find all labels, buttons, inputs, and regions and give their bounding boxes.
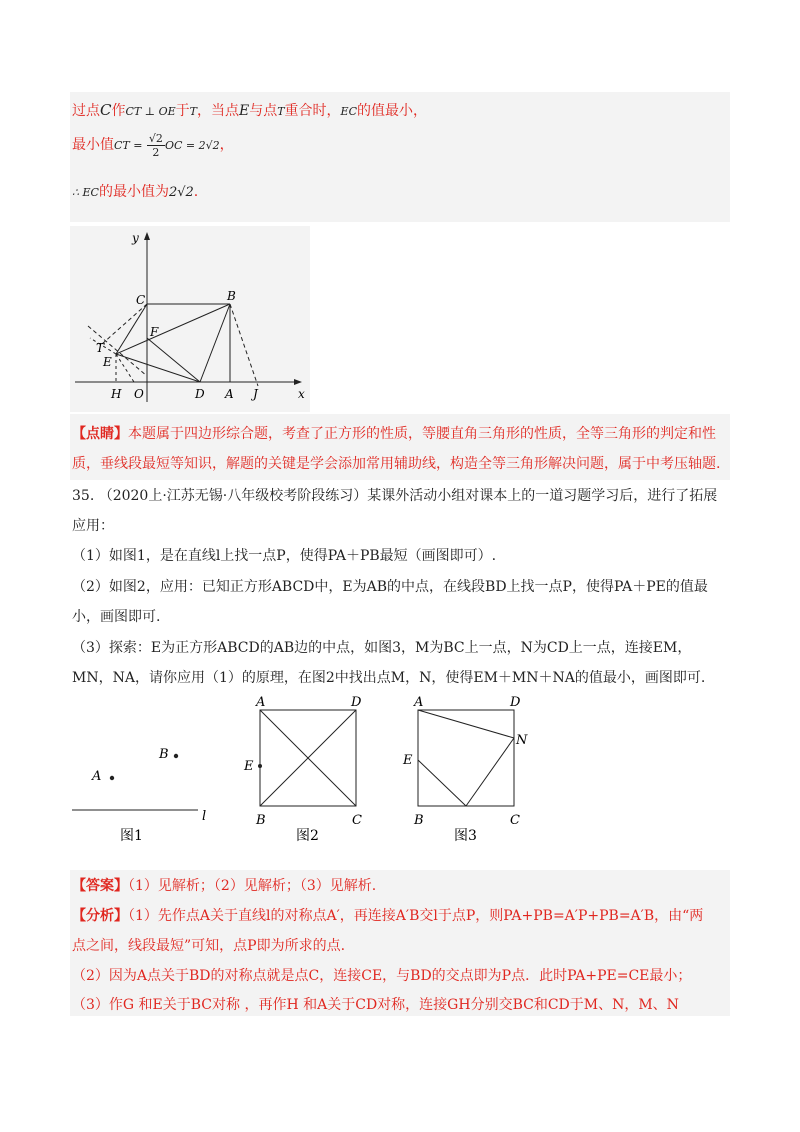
label-B: B xyxy=(227,289,236,303)
segment-NM xyxy=(466,738,514,806)
label-x: x xyxy=(298,387,305,401)
figure-3 xyxy=(402,695,528,844)
fig2-label-A: A xyxy=(256,695,266,710)
analysis-line-3: （2）因为A点关于BD的对称点就是点C，连接CE，与BD的交点即为P点．此时PA+PE=CE最小； xyxy=(72,968,692,984)
fig1-label-l: l xyxy=(202,809,207,824)
label-F: F xyxy=(150,325,159,339)
label-C: C xyxy=(136,293,146,307)
question-line-3: （1）如图1，是在直线l上找一点P，使得PA＋PB最短（画图即可）. xyxy=(72,548,497,564)
answer-tag: 【答案】 xyxy=(72,878,128,894)
solution-line-1: 过点C作CT ⊥ OE于T，当点E与点T重合时，EC的值最小， xyxy=(72,101,427,119)
fig3-label-N: N xyxy=(516,733,528,748)
label-y: y xyxy=(132,231,139,245)
fig3-label-E: E xyxy=(403,753,413,768)
comment-line-2: 质，垂线段最短等知识，解题的关键是学会添加常用辅助线，构造全等三角形解决问题，属于中考压轴题. xyxy=(72,456,721,472)
figure-2 xyxy=(243,695,362,844)
figure-1 xyxy=(72,747,206,844)
caption-figure-3: 图3 xyxy=(454,828,477,844)
analysis-line-1: 【分析】（1）先作点A关于直线l的对称点A′，再连接A′B交l于点P，则PA+PB=A′P+PB=A′B，由“两 xyxy=(72,908,704,924)
question-line-5: 小，画图即可. xyxy=(72,609,161,625)
point-E xyxy=(258,764,262,768)
fig2-label-D: D xyxy=(351,695,362,710)
label-T: T xyxy=(96,341,105,355)
solution-line-3: ∴ EC的最小值为2√2. xyxy=(72,184,199,200)
caption-figure-1: 图1 xyxy=(120,828,143,844)
label-O: O xyxy=(134,387,144,401)
fig3-label-C: C xyxy=(510,813,520,828)
fig3-label-D: D xyxy=(510,695,521,710)
label-J: J xyxy=(253,387,258,401)
fig2-label-B: B xyxy=(256,813,266,828)
label-A: A xyxy=(225,387,234,401)
point-B xyxy=(174,754,178,758)
analysis-line-4: （3）作G 和E关于BC对称 ，再作H 和A关于CD对称，连接GH分别交BC和CD于M、N，M、N xyxy=(72,997,679,1013)
coordinate-figure-bg xyxy=(70,226,310,412)
label-E: E xyxy=(103,355,112,369)
solution-line-2: 最小值CT = $\frac{√2}{2}$ OC = 2√2， xyxy=(72,131,234,159)
fig1-label-A: A xyxy=(92,769,102,784)
label-H: H xyxy=(111,387,122,401)
label-D: D xyxy=(195,387,205,401)
fraction-sqrt2-over-2: $\frac{√2}{2}$ xyxy=(148,131,163,159)
point-A xyxy=(110,776,114,780)
analysis-tag: 【分析】 xyxy=(72,908,128,924)
comment-line-1: 【点睛】本题属于四边形综合题，考查了正方形的性质，等腰直角三角形的性质，全等三角形的判定和性 xyxy=(72,426,716,442)
question-line-4: （2）如图2，应用：已知正方形ABCD中，E为AB的中点，在线段BD上找一点P，使得PA＋PE的值最 xyxy=(72,579,708,595)
fig3-label-B: B xyxy=(414,813,424,828)
question-line-2: 应用： xyxy=(72,518,114,534)
comment-tag: 【点睛】 xyxy=(72,426,128,442)
analysis-line-2: 点之间，线段最短”可知，点P即为所求的点. xyxy=(72,938,346,954)
question-line-6: （3）探索：E为正方形ABCD的AB边的中点，如图3，M为BC上一点，N为CD上一点，连接EM， xyxy=(72,640,692,656)
segment-AN xyxy=(418,710,514,738)
question-line-7: MN，NA，请你应用（1）的原理，在图2中找出点M，N，使得EM＋MN＋NA的值最小，画图即可. xyxy=(72,670,706,686)
caption-figure-2: 图2 xyxy=(296,828,319,844)
fig2-label-C: C xyxy=(352,813,362,828)
question-line-1: 35. （2020上·江苏无锡·八年级校考阶段练习）某课外活动小组对课本上的一道习题学习后，进行了拓展 xyxy=(72,488,718,504)
segment-ME xyxy=(418,760,466,806)
fig2-label-E: E xyxy=(244,759,254,774)
answer-line: 【答案】（1）见解析；（2）见解析；（3）见解析. xyxy=(72,878,377,894)
coordinate-figure xyxy=(70,226,310,412)
fig3-label-A: A xyxy=(414,695,424,710)
figures-row xyxy=(70,690,590,850)
fig1-label-B: B xyxy=(159,747,169,762)
